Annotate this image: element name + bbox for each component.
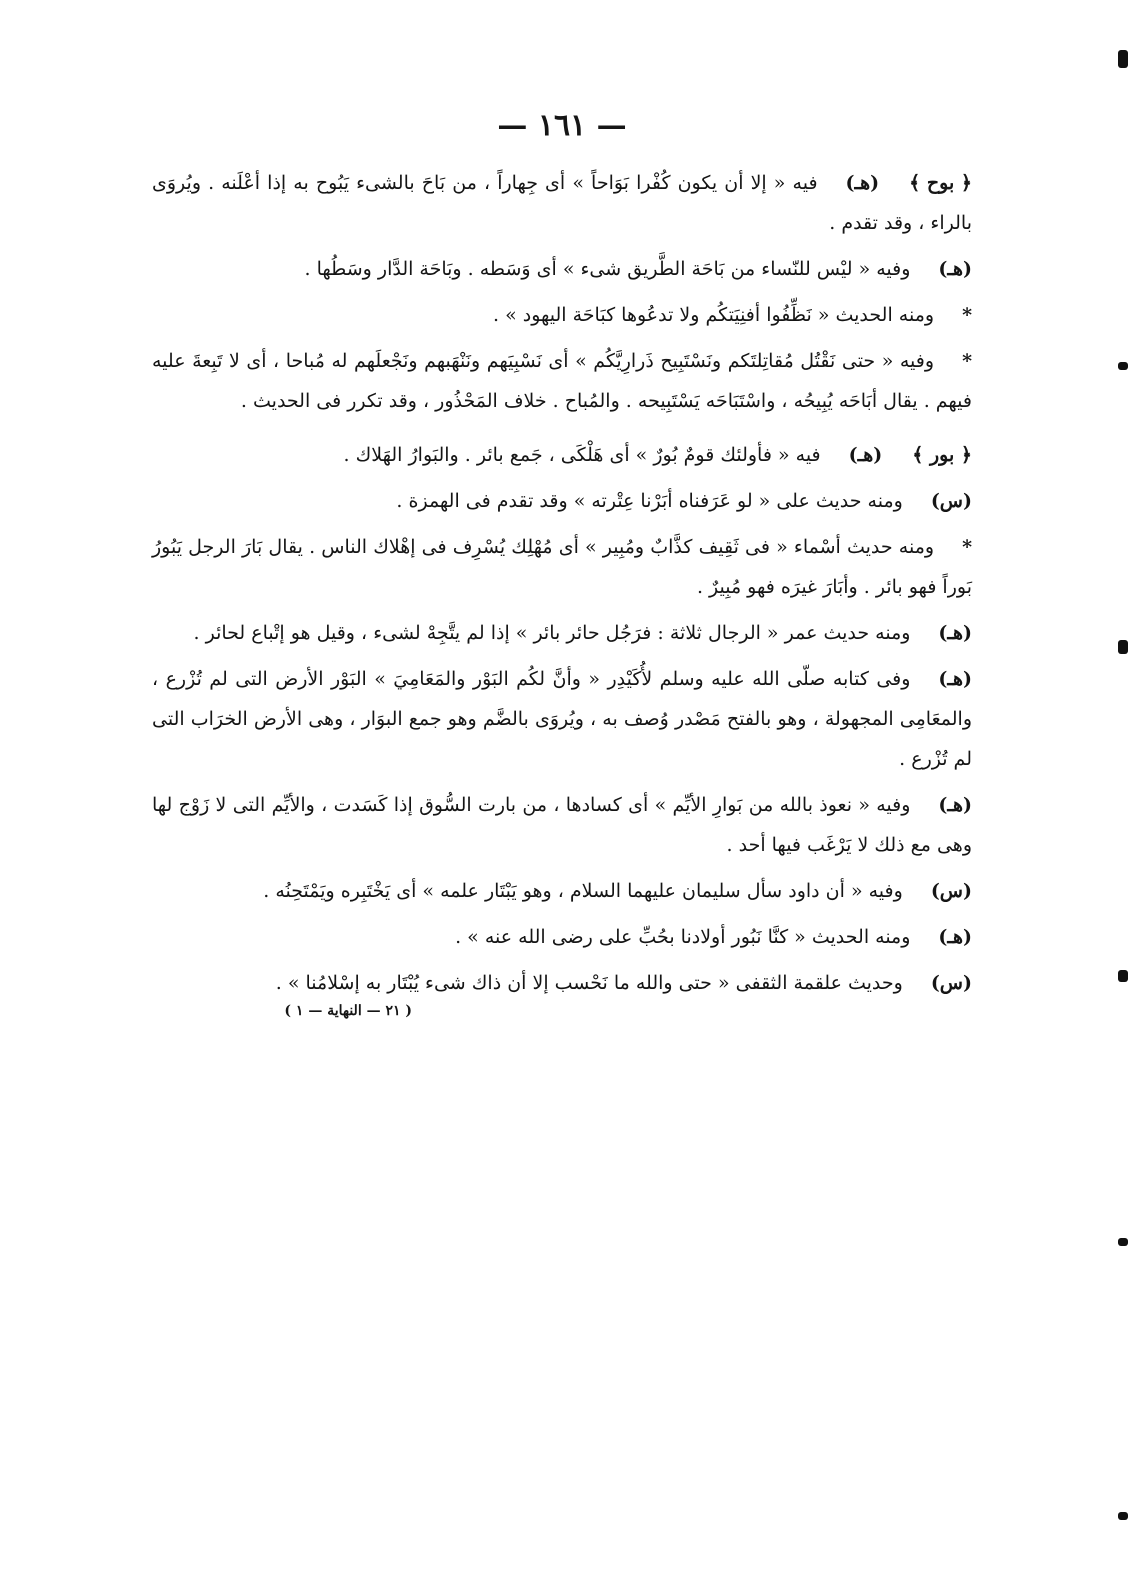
entry-heading: ﴿ بوح ﴾ [909, 172, 972, 194]
edge-mark-1 [1118, 50, 1128, 68]
paragraph [152, 917, 972, 957]
paragraph-text: فيه « إلا أن يكون كُفْرا بَوَاحاً » أى جِهاراً ، من بَاحَ بالشىء يَبُوح به إذا أعْلَنه . ويُروَى بالراء ، وقد تقدم . [152, 172, 972, 234]
paragraph-text: ومنه حديث على « لو عَرَفناه أبَرْنا عِتْرته » وقد تقدم فى الهمزة . [396, 490, 903, 512]
paragraph-text: ومنه حديث أسْماء « فى ثَقِيف كذَّابٌ ومُبِير » أى مُهْلِك يُسْرِف فى إهْلاك الناس . يقال بَارَ الرجل يَبُورُ بَوراً فهو بائر . وأبَارَ غيرَه فهو مُبِيرٌ . [152, 536, 972, 598]
paragraph-text: وفيه « حتى نَقْتُل مُقاتِلتَكم ونَسْتَبِيح ذَرارِيَّكُم » أى نَسْبِيَهم ونَنْهَبهم ونَجْعلَهم له مُباحا ، أى لا تَبِعةَ عليه فيهم . يقال أبَاحَه يُبِيحُه ، واسْتَبَاحَه يَسْتَبِيحه . والمُباح . خلاف المَحْذُور ، وقد تكرر فى الحديث . [152, 350, 972, 412]
edge-mark-4 [1118, 970, 1128, 982]
paragraph [152, 341, 972, 421]
paragraph-text: وفيه « ليْس للنّساء من بَاحَة الطَّريق شىء » أى وَسَطه . وبَاحَة الدَّار وسَطُها . [304, 258, 911, 280]
signature-footer: ( ٢١ — النهاية — ١ ) [284, 1003, 412, 1019]
entry-heading: ﴿ بور ﴾ [912, 444, 972, 466]
paragraph [152, 527, 972, 607]
paragraph [152, 163, 972, 243]
paragraph [152, 613, 972, 653]
paragraph-text: ومنه الحديث « نَظِّفُوا أفنِيَتكُم ولا تدعُوها كبَاحَة اليهود » . [493, 304, 935, 326]
paragraph [152, 295, 972, 335]
source-mark: (س) [930, 490, 972, 512]
source-mark: (هـ) [938, 258, 972, 280]
edge-mark-3 [1118, 640, 1128, 654]
paragraph-text: وحديث علقمة الثقفى « حتى والله ما نَحْسب إلا أن ذاك شىء يُبْتَار به إسْلامُنا » . [275, 972, 903, 994]
paragraph-text: وفى كتابه صلّى الله عليه وسلم لأُكَيْدِر « وأنَّ لكُم البَوْر والمَعَامِيَ » البَوْر الأرض التى لم تُزْرع ، والمعَامِى المجهولة ، وهو بالفتح مَصْدر وُصف به ، ويُروَى بالضَّم وهو جمع البوَار ، وهى الأرض الخرَاب التى لم تُزْرع . [152, 668, 972, 770]
source-mark: (س) [930, 880, 972, 902]
paragraph-text: ومنه الحديث « كنَّا نَبُور أولادنا بحُبِّ على رضى الله عنه » . [455, 926, 911, 948]
paragraph-text: وفيه « نعوذ بالله من بَوارِ الأيِّم » أى كسادها ، من بارت السُّوق إذا كَسَدت ، والأيِّم التى لا زَوْج لها وهى مع ذلك لا يَرْغَب فيها أحد . [152, 794, 972, 856]
source-mark: (هـ) [938, 794, 972, 816]
document-page [152, 108, 972, 1019]
paragraph [152, 249, 972, 289]
source-mark: * [962, 304, 972, 326]
paragraph [152, 785, 972, 865]
source-mark: (س) [930, 972, 972, 994]
source-mark: (هـ) [845, 172, 880, 194]
source-mark: * [962, 350, 972, 372]
paragraph [152, 963, 972, 1003]
edge-mark-6 [1118, 1512, 1128, 1520]
source-mark: * [962, 536, 972, 558]
paragraph-text: فيه « فأولئك قومٌ بُورٌ » أى هَلْكَى ، جَمع بائر . والبَوارُ الهَلاك . [343, 444, 821, 466]
edge-mark-5 [1118, 1238, 1128, 1246]
source-mark: (هـ) [938, 668, 972, 690]
source-mark: (هـ) [938, 926, 972, 948]
paragraph [152, 435, 972, 475]
paragraph-text: وفيه « أن داود سأل سليمان عليهما السلام ، وهو يَبْتَار علمه » أى يَخْتَبِره ويَمْتَحِنُه . [263, 880, 903, 902]
paragraph [152, 481, 972, 521]
paragraph [152, 871, 972, 911]
source-mark: (هـ) [848, 444, 883, 466]
paragraph [152, 659, 972, 779]
page-number: — ١٦١ — [497, 108, 627, 143]
paragraph-text: ومنه حديث عمر « الرجال ثلاثة : فرَجُل حائر بائر » إذا لم يتَّجِهْ لشىء ، وقيل هو إتْباع لحائر . [193, 622, 911, 644]
edge-mark-2 [1118, 362, 1128, 370]
source-mark: (هـ) [938, 622, 972, 644]
paragraph-list [152, 163, 972, 1003]
